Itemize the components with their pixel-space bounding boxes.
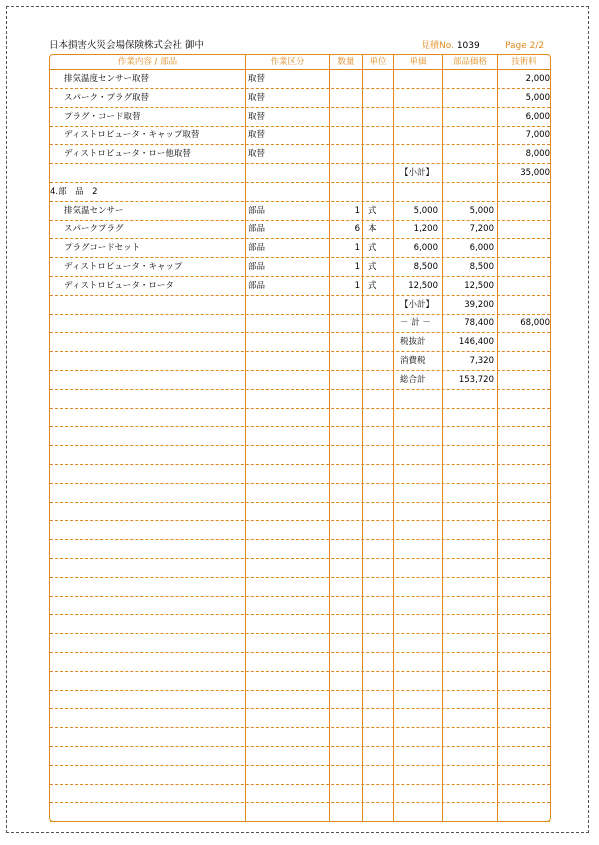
tech-fee-cell <box>500 202 550 220</box>
category-cell: 取替 <box>248 149 266 160</box>
category-cell: 部品 <box>248 224 266 235</box>
category-cell <box>248 183 328 201</box>
table-row <box>50 183 550 202</box>
price-cell: 1,200 <box>413 224 438 235</box>
table-row <box>50 502 550 521</box>
estimate-number <box>421 39 480 53</box>
tech-fee-cell: 35,000 <box>520 168 550 178</box>
item-cell: プラグコードセット <box>64 243 141 254</box>
category-cell: 取替 <box>248 130 266 141</box>
item-cell: スパーク・プラグ取替 <box>64 92 150 103</box>
item-cell: 排気温度センサー取替 <box>64 74 150 84</box>
qty-cell <box>331 352 360 370</box>
part-price-cell <box>444 145 494 163</box>
column-header-item: 作業内容 / 部品 <box>117 57 178 67</box>
unit-cell: 本 <box>368 224 377 235</box>
table-row <box>50 747 550 766</box>
qty-cell: 6 <box>354 224 360 235</box>
tech-fee-cell <box>500 333 550 351</box>
page-number <box>505 39 544 53</box>
table-row <box>50 784 550 803</box>
item-cell <box>64 352 244 370</box>
column-header-unit: 単位 <box>369 57 387 67</box>
table-row <box>50 521 550 540</box>
table-row <box>50 408 550 427</box>
price-cell: 5,000 <box>413 205 438 216</box>
price-cell <box>396 108 438 126</box>
item-cell: スパークプラグ <box>64 224 124 235</box>
table-row <box>50 239 550 258</box>
table-row <box>50 70 550 89</box>
table-row <box>50 634 550 653</box>
table-row <box>50 427 550 446</box>
item-cell: ディストロビュータ・ロータ <box>64 280 174 291</box>
tech-fee-cell <box>500 277 550 295</box>
table-row <box>50 766 550 785</box>
tech-fee-cell <box>500 258 550 276</box>
item-cell: 排気温センサー <box>64 205 124 216</box>
unit-cell <box>368 371 392 389</box>
price-cell: 総合計 <box>400 374 426 385</box>
table-row <box>50 277 550 296</box>
qty-cell <box>331 70 360 88</box>
tech-fee-cell <box>500 239 550 257</box>
qty-cell <box>331 164 360 182</box>
item-cell: ディストロビュータ・キャップ取替 <box>64 130 200 141</box>
price-cell <box>396 70 438 88</box>
table-row <box>50 690 550 709</box>
tech-fee-cell: 2,000 <box>525 74 550 84</box>
part-price-cell: 146,400 <box>458 337 494 348</box>
price-cell <box>396 89 438 107</box>
price-cell: 6,000 <box>413 243 438 254</box>
unit-cell <box>368 314 392 332</box>
table-row <box>50 709 550 728</box>
category-cell <box>248 352 328 370</box>
table-row <box>50 559 550 578</box>
unit-cell: 式 <box>368 243 377 254</box>
unit-cell: 式 <box>368 280 377 291</box>
unit-cell <box>368 352 392 370</box>
price-cell: 【小計】 <box>400 168 435 178</box>
table-row <box>50 164 550 183</box>
client-name: 日本損害火災会場保険株式会社 御中 <box>49 40 205 51</box>
unit-cell: 式 <box>368 262 377 272</box>
qty-cell <box>331 145 360 163</box>
unit-cell <box>368 145 392 163</box>
table-row <box>50 540 550 559</box>
price-cell: 税抜計 <box>400 337 426 348</box>
item-cell: ディストロビュータ・キャップ <box>64 262 183 272</box>
column-header-price: 単価 <box>409 57 427 67</box>
column-header-tech-fee: 技術料 <box>511 57 537 67</box>
estimate-value: 1039 <box>456 41 480 51</box>
category-cell <box>248 371 328 389</box>
price-cell: 消費税 <box>400 356 426 366</box>
unit-cell <box>368 126 392 144</box>
price-cell: 12,500 <box>408 280 438 291</box>
tech-fee-cell: 6,000 <box>525 111 550 122</box>
price-cell: 8,500 <box>413 262 438 272</box>
table-row <box>50 145 550 164</box>
table-row <box>50 653 550 672</box>
qty-cell: 1 <box>354 280 360 291</box>
part-price-cell: 12,500 <box>464 280 494 291</box>
table-row <box>50 615 550 634</box>
part-price-cell: 6,000 <box>469 243 494 254</box>
table-row <box>50 202 550 221</box>
unit-cell <box>368 108 392 126</box>
table-row <box>50 803 550 822</box>
part-price-cell: 78,400 <box>464 318 494 329</box>
unit-cell <box>368 89 392 107</box>
category-cell: 部品 <box>248 205 266 216</box>
qty-cell <box>331 371 360 389</box>
part-price-cell <box>444 89 494 107</box>
item-cell <box>64 371 244 389</box>
page-label: Page <box>505 41 527 51</box>
tech-fee-cell <box>500 296 550 314</box>
category-cell <box>248 164 328 182</box>
part-price-cell <box>444 108 494 126</box>
price-cell: － 計 － <box>400 318 431 329</box>
table-row <box>50 390 550 409</box>
qty-cell: 1 <box>354 262 360 272</box>
table-row <box>50 484 550 503</box>
table-row <box>50 446 550 465</box>
part-price-cell <box>444 164 494 182</box>
qty-cell <box>331 183 360 201</box>
item-cell: 4.部 品 2 <box>50 186 98 197</box>
table-row <box>50 108 550 127</box>
item-cell <box>64 296 244 314</box>
table-row <box>50 296 550 315</box>
part-price-cell: 153,720 <box>458 374 494 385</box>
part-price-cell: 7,320 <box>469 356 494 366</box>
price-cell <box>396 126 438 144</box>
category-cell: 取替 <box>248 92 266 103</box>
table-row <box>50 258 550 277</box>
part-price-cell: 39,200 <box>464 299 494 310</box>
table-row <box>50 352 550 371</box>
qty-cell <box>331 333 360 351</box>
table-row <box>50 578 550 597</box>
tech-fee-cell <box>500 220 550 238</box>
part-price-cell: 5,000 <box>469 205 494 216</box>
table-row <box>50 333 550 352</box>
item-cell: プラグ・コード取替 <box>64 111 141 122</box>
column-header-category: 作業区分 <box>270 57 305 67</box>
column-header-qty: 数量 <box>337 57 355 67</box>
price-cell <box>396 183 438 201</box>
unit-cell <box>368 296 392 314</box>
unit-cell <box>368 183 392 201</box>
qty-cell <box>331 108 360 126</box>
unit-cell: 式 <box>368 205 377 216</box>
table-row <box>50 220 550 239</box>
table-row <box>50 672 550 691</box>
tech-fee-cell: 8,000 <box>525 149 550 160</box>
tech-fee-cell <box>500 352 550 370</box>
qty-cell: 1 <box>354 205 360 216</box>
part-price-cell: 7,200 <box>469 224 494 235</box>
unit-cell <box>368 70 392 88</box>
category-cell <box>248 314 328 332</box>
estimate-label: 見積No. <box>421 41 454 51</box>
price-cell: 【小計】 <box>400 299 435 310</box>
item-cell: ディストロビュータ・ロー他取替 <box>64 149 191 160</box>
category-cell: 部品 <box>248 280 266 291</box>
estimate-table <box>49 54 551 822</box>
page-value: 2/2 <box>529 41 545 51</box>
qty-cell <box>331 89 360 107</box>
column-header-part-price: 部品価格 <box>452 57 487 67</box>
tech-fee-cell <box>500 183 550 201</box>
table-row <box>50 465 550 484</box>
unit-cell <box>368 333 392 351</box>
table-row <box>50 126 550 145</box>
category-cell: 部品 <box>248 262 266 272</box>
item-cell <box>64 314 244 332</box>
category-cell: 取替 <box>248 74 266 84</box>
tech-fee-cell: 7,000 <box>525 130 550 141</box>
part-price-cell: 8,500 <box>469 262 494 272</box>
part-price-cell <box>444 70 494 88</box>
table-row <box>50 728 550 747</box>
item-cell <box>64 164 244 182</box>
table-row <box>50 371 550 390</box>
item-cell <box>64 333 244 351</box>
part-price-cell <box>444 183 494 201</box>
unit-cell <box>368 164 392 182</box>
qty-cell <box>331 296 360 314</box>
category-cell <box>248 333 328 351</box>
qty-cell: 1 <box>354 243 360 254</box>
tech-fee-cell: 5,000 <box>525 92 550 103</box>
qty-cell <box>331 126 360 144</box>
category-cell <box>248 296 328 314</box>
qty-cell <box>331 314 360 332</box>
tech-fee-cell <box>500 371 550 389</box>
category-cell: 取替 <box>248 111 266 122</box>
tech-fee-cell: 68,000 <box>520 318 550 329</box>
category-cell: 部品 <box>248 243 266 254</box>
table-row <box>50 314 550 333</box>
part-price-cell <box>444 126 494 144</box>
table-row <box>50 89 550 108</box>
price-cell <box>396 145 438 163</box>
table-row <box>50 596 550 615</box>
